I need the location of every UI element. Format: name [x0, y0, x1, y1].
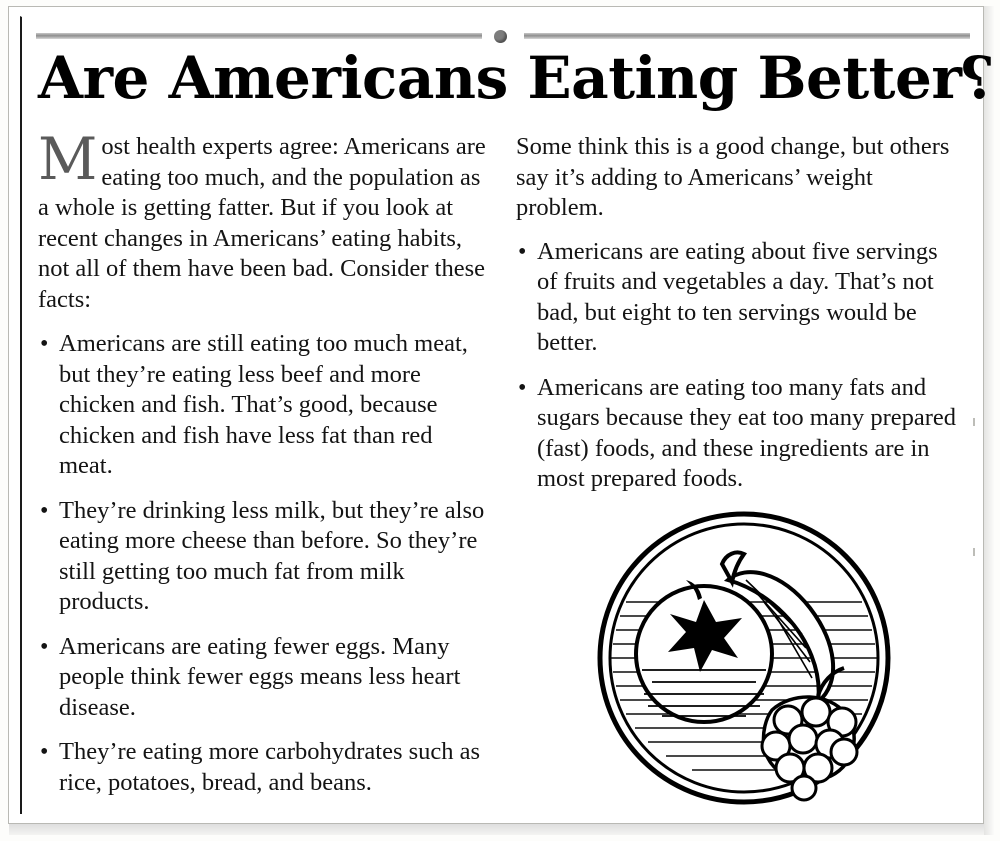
list-item	[516, 237, 964, 359]
column-left	[38, 125, 486, 812]
bullet-icon: •	[40, 331, 49, 357]
page-title	[38, 44, 995, 112]
bullet-icon: •	[518, 374, 527, 401]
column-right	[516, 132, 964, 509]
scan-bottom-shadow	[9, 824, 984, 835]
lead-paragraph	[38, 125, 486, 315]
bullet-icon: •	[518, 238, 527, 265]
bullet-icon: •	[40, 497, 49, 524]
list-item	[38, 329, 486, 482]
list-item	[516, 373, 964, 495]
page-title-text: Are Americans Eating Better	[38, 44, 962, 112]
list-item	[38, 496, 486, 618]
list-item-text: They’re eating more carbohydrates such as rice, potatoes, bread, and beans.	[59, 738, 481, 796]
rule-center-dot	[494, 30, 507, 43]
drop-cap: M	[38, 125, 98, 193]
list-item-text: Americans are eating about five servings of fruits and vegetables a day. That’s not bad, but eight to ten servings would be better.	[537, 237, 938, 356]
page-edge-mark-upper	[973, 418, 975, 426]
decorative-rule	[36, 30, 970, 42]
fact-list-right	[516, 237, 964, 495]
list-item-text: They’re drinking less milk, but they’re also eating more cheese than before. So they’re still getting too much fat from milk products.	[59, 496, 485, 615]
list-item-text: Americans are still eating too much meat, but they’re eating less beef and more chicken and fish. That’s good, because chicken and fish have less fat than red meat.	[59, 330, 468, 479]
page-title-question-mark: ?	[961, 44, 995, 112]
list-item-text: Americans are eating fewer eggs. Many people think fewer eggs means less heart disease.	[59, 632, 461, 721]
rule-segment-left	[36, 33, 482, 39]
fruit-and-vegetable-woodcut-illustration	[596, 506, 892, 810]
lead-paragraph-text: ost health experts agree: Americans are eating too much, and the population as a whole is getting fatter. But if you look at recent changes in Americans’ eating habits, not all of them have been bad. Consider these facts:	[38, 133, 486, 313]
rule-segment-right	[524, 33, 970, 39]
list-item-text: Americans are eating too many fats and sugars because they eat too many prepared (fast) foods, and these ingredients are in most prepared foods.	[537, 373, 957, 492]
bullet-icon: •	[40, 739, 49, 765]
bullet-icon: •	[40, 633, 49, 660]
fact-list-left	[38, 329, 486, 798]
scan-right-shadow	[984, 6, 994, 835]
page-edge-mark-lower	[973, 548, 975, 556]
list-item	[38, 737, 486, 798]
list-item	[38, 632, 486, 724]
continuation-paragraph: Some think this is a good change, but others say it’s adding to Americans’ weight problem.	[516, 133, 950, 221]
